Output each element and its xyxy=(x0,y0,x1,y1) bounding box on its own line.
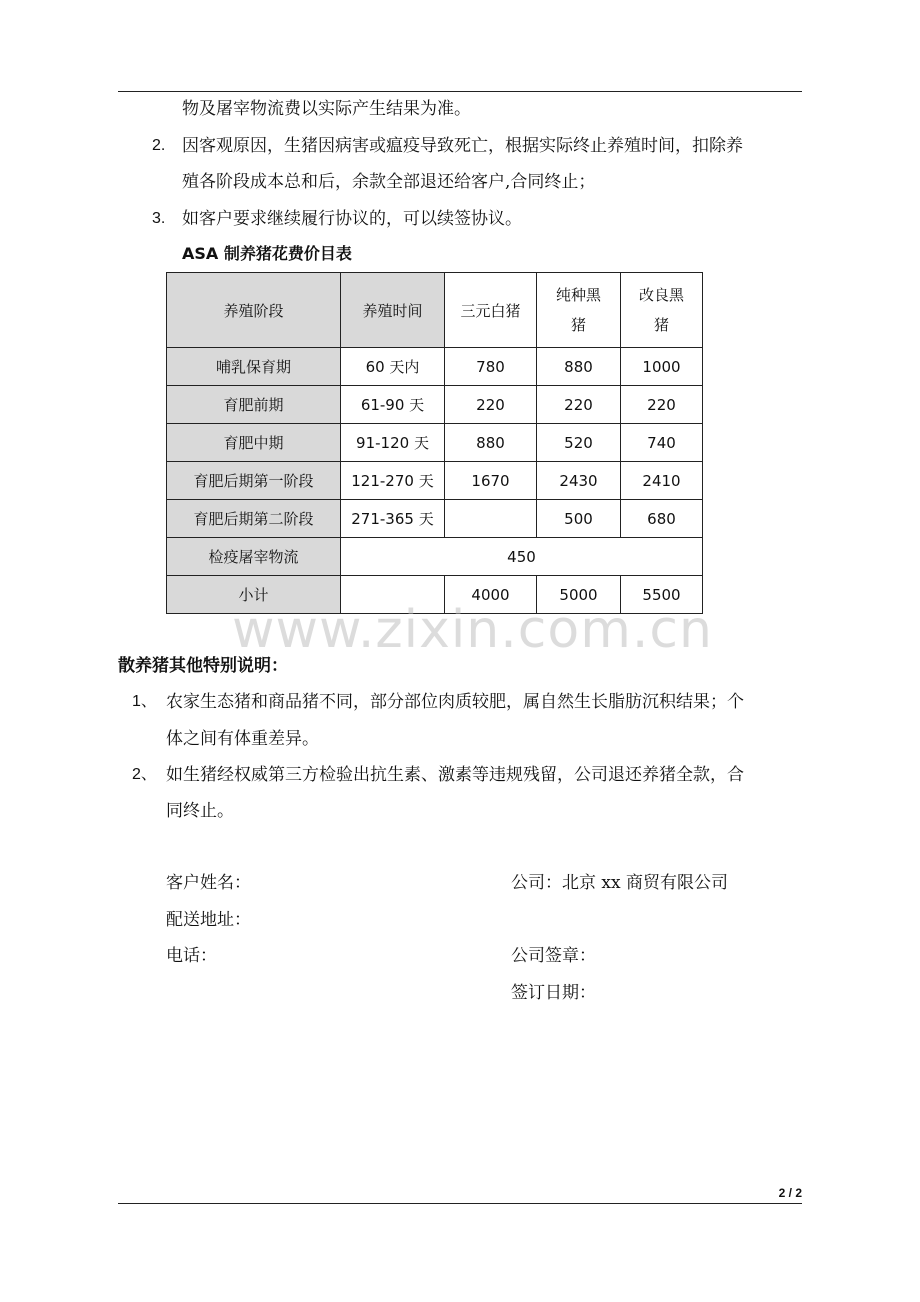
row-pure-black-price: 500 xyxy=(537,500,621,538)
list-item-text: 同终止。 xyxy=(166,801,234,821)
quarantine-label: 检疫屠宰物流 xyxy=(167,538,341,576)
table-row xyxy=(167,500,703,538)
row-stage: 哺乳保育期 xyxy=(167,348,341,386)
list-item-number: 1、 xyxy=(132,693,157,710)
list-item-number: 2. xyxy=(152,137,166,154)
table-header-row xyxy=(167,273,703,348)
company-name: 公司：北京 xx 商贸有限公司 xyxy=(511,873,728,893)
row-white-price: 780 xyxy=(445,348,537,386)
list-item-text: 农家生态猪和商品猪不同，部分部位肉质较肥，属自然生长脂肪沉积结果；个 xyxy=(166,692,744,712)
footer-rule xyxy=(118,1203,802,1204)
header-white-pig: 三元白猪 xyxy=(445,273,537,348)
header-improved-black-pig xyxy=(621,273,703,348)
row-time: 271-365 天 xyxy=(341,500,445,538)
price-table xyxy=(166,272,703,614)
row-pure-black-price: 220 xyxy=(537,386,621,424)
list-item-text: 因客观原因，生猪因病害或瘟疫导致死亡，根据实际终止养殖时间，扣除养 xyxy=(182,136,743,156)
row-time: 121-270 天 xyxy=(341,462,445,500)
delivery-address-label: 配送地址： xyxy=(166,910,251,930)
continuation-text: 物及屠宰物流费以实际产生结果为准。 xyxy=(182,99,471,119)
row-improved-black-price: 740 xyxy=(621,424,703,462)
row-time: 91-120 天 xyxy=(341,424,445,462)
row-stage: 育肥后期第一阶段 xyxy=(167,462,341,500)
list-item-text: 如客户要求继续履行协议的，可以续签协议。 xyxy=(182,209,522,229)
row-pure-black-price: 2430 xyxy=(537,462,621,500)
row-white-price: 880 xyxy=(445,424,537,462)
row-stage: 育肥中期 xyxy=(167,424,341,462)
row-pure-black-price: 880 xyxy=(537,348,621,386)
page-number: 2 / 2 xyxy=(778,1186,802,1200)
row-improved-black-price: 220 xyxy=(621,386,703,424)
subtotal-label: 小计 xyxy=(167,576,341,614)
row-improved-black-price: 2410 xyxy=(621,462,703,500)
table-title: ASA 制养猪花费价目表 xyxy=(182,244,352,263)
header-improved-black-line1: 改良黑 xyxy=(638,286,684,304)
header-improved-black-line2: 猪 xyxy=(653,316,669,334)
list-item-text: 体之间有体重差异。 xyxy=(166,729,319,749)
quarantine-row xyxy=(167,538,703,576)
table-row xyxy=(167,386,703,424)
header-rule xyxy=(118,91,802,92)
header-time: 养殖时间 xyxy=(341,273,445,348)
header-stage: 养殖阶段 xyxy=(167,273,341,348)
company-seal-label: 公司签章： xyxy=(511,946,596,966)
row-pure-black-price: 520 xyxy=(537,424,621,462)
row-time: 61-90 天 xyxy=(341,386,445,424)
subtotal-pure-black: 5000 xyxy=(537,576,621,614)
table-row xyxy=(167,424,703,462)
row-white-price: 1670 xyxy=(445,462,537,500)
subtotal-improved-black: 5500 xyxy=(621,576,703,614)
header-pure-black-line2: 猪 xyxy=(570,316,586,334)
row-white-price xyxy=(445,500,537,538)
row-improved-black-price: 680 xyxy=(621,500,703,538)
row-stage: 育肥后期第二阶段 xyxy=(167,500,341,538)
phone-label: 电话： xyxy=(166,946,217,966)
row-stage: 育肥前期 xyxy=(167,386,341,424)
list-item-number: 3. xyxy=(152,210,166,227)
table-row xyxy=(167,462,703,500)
list-item-text: 殖各阶段成本总和后，余款全部退还给客户,合同终止； xyxy=(182,172,596,192)
header-pure-black-line1: 纯种黑 xyxy=(555,286,601,304)
customer-name-label: 客户姓名： xyxy=(166,873,251,893)
quarantine-value: 450 xyxy=(341,538,703,576)
sign-date-label: 签订日期： xyxy=(511,983,596,1003)
watermark: www.zixin.com.cn xyxy=(232,600,713,660)
section-heading: 散养猪其他特别说明： xyxy=(118,656,288,676)
row-time: 60 天内 xyxy=(341,348,445,386)
table-row xyxy=(167,348,703,386)
list-item-text: 如生猪经权威第三方检验出抗生素、激素等违规残留，公司退还养猪全款，合 xyxy=(166,765,744,785)
subtotal-white: 4000 xyxy=(445,576,537,614)
row-improved-black-price: 1000 xyxy=(621,348,703,386)
header-pure-black-pig xyxy=(537,273,621,348)
row-white-price: 220 xyxy=(445,386,537,424)
list-item-number: 2、 xyxy=(132,766,157,783)
